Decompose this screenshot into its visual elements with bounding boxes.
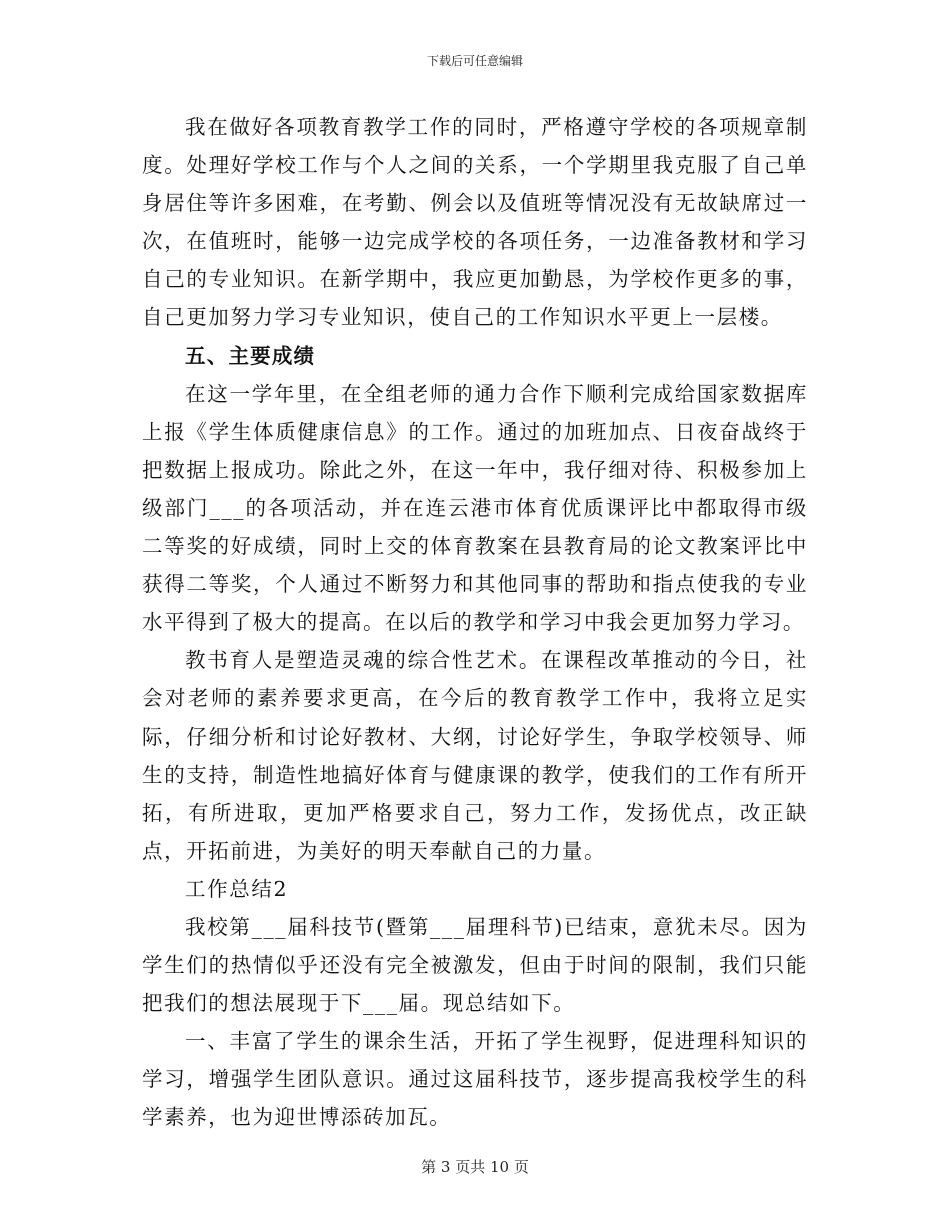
paragraph-science-festival: 我校第___届科技节(暨第___届理科节)已结束，意犹未尽。因为学生们的热情似乎还没有完全被激发，但由于时间的限制，我们只能把我们的想法展现于下___届。现总结如下。 — [142, 914, 808, 1016]
paragraph-achievements: 在这一学年里，在全组老师的通力合作下顺利完成给国家数据库上报《学生体质健康信息》的工作。通过的加班加点、日夜奋战终于把数据上报成功。除此之外，在这一年中，我仔细对待、积极参加上级部门___的各项活动，并在连云港市体育优质课评比中都取得市级二等奖的好成绩，同时上交的体育教案在县教育局的论文教案评比中获得二等奖，个人通过不断努力和其他同事的帮助和指点使我的专业水平得到了极大的提高。在以后的教学和学习中我会更加努力学习。 — [142, 381, 808, 635]
paragraph-discipline: 我在做好各项教育教学工作的同时，严格遵守学校的各项规章制度。处理好学校工作与个人之间的关系，一个学期里我克服了自己单身居住等许多困难，在考勤、例会以及值班等情况没有无故缺席过一次，在值班时，能够一边完成学校的各项任务，一边准备教材和学习自己的专业知识。在新学期中，我应更加勤恳，为学校作更多的事，自己更加努力学习专业知识，使自己的工作知识水平更上一层楼。 — [142, 115, 808, 330]
document-body — [142, 108, 808, 1137]
paragraph-outlook: 教书育人是塑造灵魂的综合性艺术。在课程改革推动的今日，社会对老师的素养要求更高，在今后的教育教学工作中，我将立足实际，仔细分析和讨论好教材、大纲，讨论好学生，争取学校领导、师生的支持，制造性地搞好体育与健康课的教学，使我们的工作有所开拓，有所进取，更加严格要求自己，努力工作，发扬优点，改正缺点，开拓前进，为美好的明天奉献自己的力量。 — [142, 648, 808, 863]
section-title-summary-2: 工作总结2 — [185, 876, 289, 901]
paragraph-point-one: 一、丰富了学生的课余生活，开拓了学生视野，促进理科知识的学习，增强学生团队意识。通过这届科技节，逐步提高我校学生的科学素养，也为迎世博添砖加瓦。 — [142, 1029, 808, 1130]
page-header: 下载后可任意编辑 — [426, 54, 523, 68]
section-heading-achievements: 五、主要成绩 — [185, 343, 316, 368]
page-number-footer: 第 3 页共 10 页 — [421, 1158, 529, 1176]
